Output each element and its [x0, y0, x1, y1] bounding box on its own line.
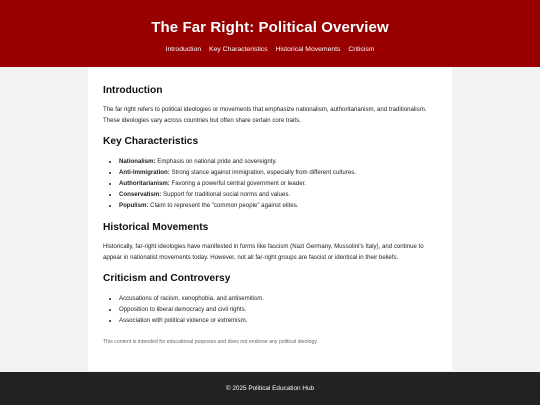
- section-heading: Key Characteristics: [103, 136, 199, 147]
- list-item-term: Conservatism:: [119, 191, 162, 198]
- list-item: [119, 200, 437, 211]
- list-item: [119, 178, 437, 189]
- page-title: The Far Right: Political Overview: [151, 19, 389, 36]
- criticism-list: [103, 293, 437, 326]
- list-item-desc: Strong stance against immigration, especially from different cultures.: [169, 169, 356, 176]
- section-introduction: [103, 85, 437, 126]
- section-heading: Criticism and Controversy: [103, 273, 231, 284]
- list-item-term: Populism:: [119, 202, 149, 209]
- list-item-desc: Favoring a powerful central government or leader.: [169, 180, 306, 187]
- list-item-term: Anti-Immigration:: [119, 169, 170, 176]
- section-paragraph: The far right refers to political ideologies or movements that emphasize nationalism, authoritarianism, and traditionalism. These ideologies vary across countries but often share certain core traits.: [103, 106, 427, 124]
- main-nav: [0, 46, 540, 53]
- section-historical-movements: [103, 222, 437, 263]
- list-item: [119, 189, 437, 200]
- list-item-term: Authoritarianism:: [119, 180, 170, 187]
- nav-link-introduction[interactable]: Introduction: [165, 46, 202, 53]
- nav-link-historical-movements[interactable]: Historical Movements: [275, 46, 341, 53]
- content-panel: [88, 67, 452, 371]
- list-item: • Accusations of racism, xenophobia, and antisemitism.: [119, 293, 437, 304]
- section-heading: Introduction: [103, 85, 163, 96]
- list-item-desc: Support for traditional social norms and values.: [161, 191, 291, 198]
- characteristics-list: [103, 156, 437, 211]
- list-item-desc: Emphasis on national pride and sovereignty.: [155, 158, 277, 165]
- nav-link-criticism[interactable]: Criticism: [348, 46, 375, 53]
- list-item: • Association with political violence or extremism.: [119, 315, 437, 326]
- section-key-characteristics: [103, 136, 437, 211]
- site-header: [0, 0, 540, 67]
- list-item: [119, 167, 437, 178]
- section-paragraph: Historically, far-right ideologies have manifested in forms like fascism (Nazi Germany, Mussolini's Italy), and continue to appear in nationalist movements today. However, not all far-right groups are fascist or identical in their beliefs.: [103, 243, 424, 261]
- list-item-term: Nationalism:: [119, 158, 156, 165]
- list-item: • Opposition to liberal democracy and civil rights.: [119, 304, 437, 315]
- section-criticism: [103, 273, 437, 326]
- copyright-text: © 2025 Political Education Hub: [225, 385, 315, 392]
- nav-link-key-characteristics[interactable]: Key Characteristics: [209, 46, 268, 53]
- section-heading: Historical Movements: [103, 222, 209, 233]
- list-item: [119, 156, 437, 167]
- site-footer: [0, 372, 540, 405]
- list-item-desc: Claim to represent the "common people" against elites.: [148, 202, 299, 209]
- disclaimer-note: This content is intended for educational purposes and does not endorse any political ideology.: [103, 339, 319, 345]
